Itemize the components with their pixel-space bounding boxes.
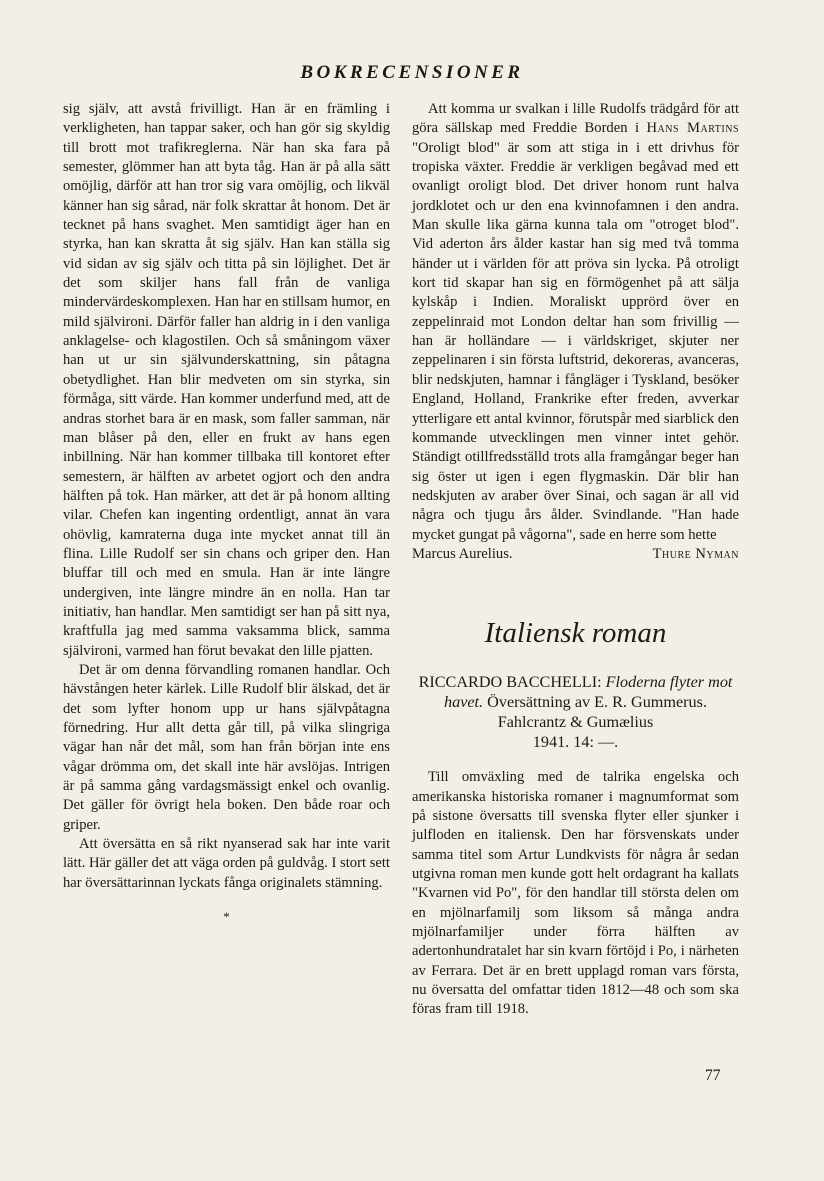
- left-paragraph-1: sig själv, att avstå frivilligt. Han är en främling i verkligheten, han tappar saker, och han gör sig skyldig till brott mot trafikreglerna. När han ska fara på semester, glömmer han att byta tåg. Han är på alla sätt omöjlig, därför att han tror sig vara omöjlig, och likväl känner han sig sårad, när folk skrattar åt honom. Det är tecknet på hans svaghet. Men samtidigt äger han en styrka, han kan skratta åt sig själv. Han kan ställa sig vid sidan av sig själv och titta på sin löjlighet. Det är det som skiljer hans fall från de vanliga mindervärdeskomplexen. Han har en stillsam humor, en mild självironi. Därför faller han aldrig in i den vanliga anklagelse- och klagostilen. Och så småningom växer han ut ur sin självunderskattning, sin påtagna obetydlighet. Han blir medveten om sin styrka, sin förmåga, sitt värde. Han kommer underfund med, att de andras storhet bara är en mask, som faller samman, när man blåser på den, eller en frukt av hans egen inbillning. När han kommer tillbaka till kontoret efter semestern, är hälften av arbetet ogjort och den andra hälften på tok. Han märker, att det är på honom allting vilar. Chefen kan ingenting ordentligt, annat än vara ohövlig, kamraterna duga inte mycket annat till än flina. Lille Rudolf ser sin chans och griper den. Han bluffar till och med en smula. Han är inte längre undergiven, inte längre mindre än en nolla. Han tar initiativ, han handlar. Men samtidigt ser han på sitt nya, kraftfulla jag med samma vaksamma blick, samma självironi, varmed han förut bevakat den lille pjatten.: [63, 101, 390, 659]
- review-last-line: Marcus Aurelius.: [412, 545, 513, 562]
- left-column: [63, 100, 390, 926]
- book-publisher: Fahlcrantz & Gumælius: [497, 713, 654, 732]
- left-paragraph-2: Det är om denna förvandling romanen handlar. Och hävstången heter kärlek. Lille Rudolf blir älskad, det är det som lyfter honom upp ur hans självpåtagna förnedring. Hur allt detta går till, på vilka slingriga vägar han når det mål, som han från början inte ens vågar drömma om, det skall inte här avslöjas. Intrigen är på samma gång vardagsmässigt enkel och ovanlig. Det gäller för övrigt hela boken. Den både roar och griper.: [63, 661, 390, 833]
- right-column: [412, 100, 739, 1020]
- left-paragraph-3: Att översätta en så rikt nyanserad sak har inte varit lätt. Här gäller det att väga orden på guldvåg. I stort sett har översättarinnan lyckats fånga originalets stämning.: [63, 836, 390, 891]
- page-number: 77: [705, 1067, 721, 1084]
- review-text-start: Att komma ur svalkan i lille Rudolfs trädgård för att göra sällskap med Freddie Borden i: [412, 101, 739, 137]
- review-author-name: Hans Martins: [646, 120, 740, 137]
- book-author: RICCARDO BACCHELLI:: [418, 673, 602, 692]
- signature-line: [412, 545, 739, 564]
- review-text-rest: "Oroligt blod" är som att stiga in i ett drivhus för tropiska växter. Freddie är verkligen begåvad med ett ovanligt oroligt blod. Det driver honom runt halva jordklotet och ur den ena kvinnofamnen i den andra. Man skulle lika gärna kunna tala om "otroget blod". Vid aderton års ålder kastar han sig med två tomma händer ut i världen för att pröva sin lycka. På otroligt kort tid skapar han sig en förmögenhet på att sälja kylskåp i Indien. Moraliskt upprörd över en zeppelinraid mot London deltar han som frivillig — han är holländare — i världskriget, skjuter ner zeppelinaren i sin första luftstrid, dekoreras, avanceras, blir nedskjuten, hamnar i fångläger i Tyskland, besöker England, Holland, Frankrike efter freden, avverkar ytterligare ett antal kvinnor, förutspår med siarblick den kommande utvecklingen men vinner intet gehör. Ständigt otillfredsställd trots alla framgångar beger han sig öster ut igen i egen flygmaskin. Där blir han nedskjuten av araber över Sinai, och sagan är all vid några och tjugu års ålder. Svindlande. "Han hade mycket gungat på vågorna", sade en herre som hette: [412, 139, 739, 543]
- italian-novel-paragraph: Till omväxling med de talrika engelska och amerikanska historiska romaner i magnumformat som på sistone översatts till svenska flyter eller sjunker i julfloden en italiensk. Den har försvenskats under samma titel som Artur Lundkvists för några år sedan utgivna roman men kunde gott helt ordagrant ha kallats "Kvarnen vid Po", för den handlar till största delen om en mjölnarfamilj som liksom så många andra mjölnarfamiljer under förra hälften av adertonhundratalet har sin kvarn förtöjd i Po, i närheten av Ferrara. Det är en brett upplagd roman vars första, nu översatta del omfattar tiden 1812—48 och som ska föras fram till 1918.: [412, 769, 739, 1018]
- section-separator: *: [223, 909, 230, 925]
- book-year-price: 1941. 14: —.: [532, 733, 619, 752]
- review-paragraph: [412, 100, 739, 545]
- book-title: Floderna flyter mot havet.: [444, 673, 733, 712]
- reviewer-signature: Thure Nyman: [652, 545, 739, 562]
- section-heading: Italiensk roman: [484, 617, 667, 650]
- book-info: [412, 672, 739, 752]
- book-translation: Översättning av E. R. Gummerus.: [487, 693, 707, 712]
- running-header: BOKRECENSIONER: [300, 62, 524, 83]
